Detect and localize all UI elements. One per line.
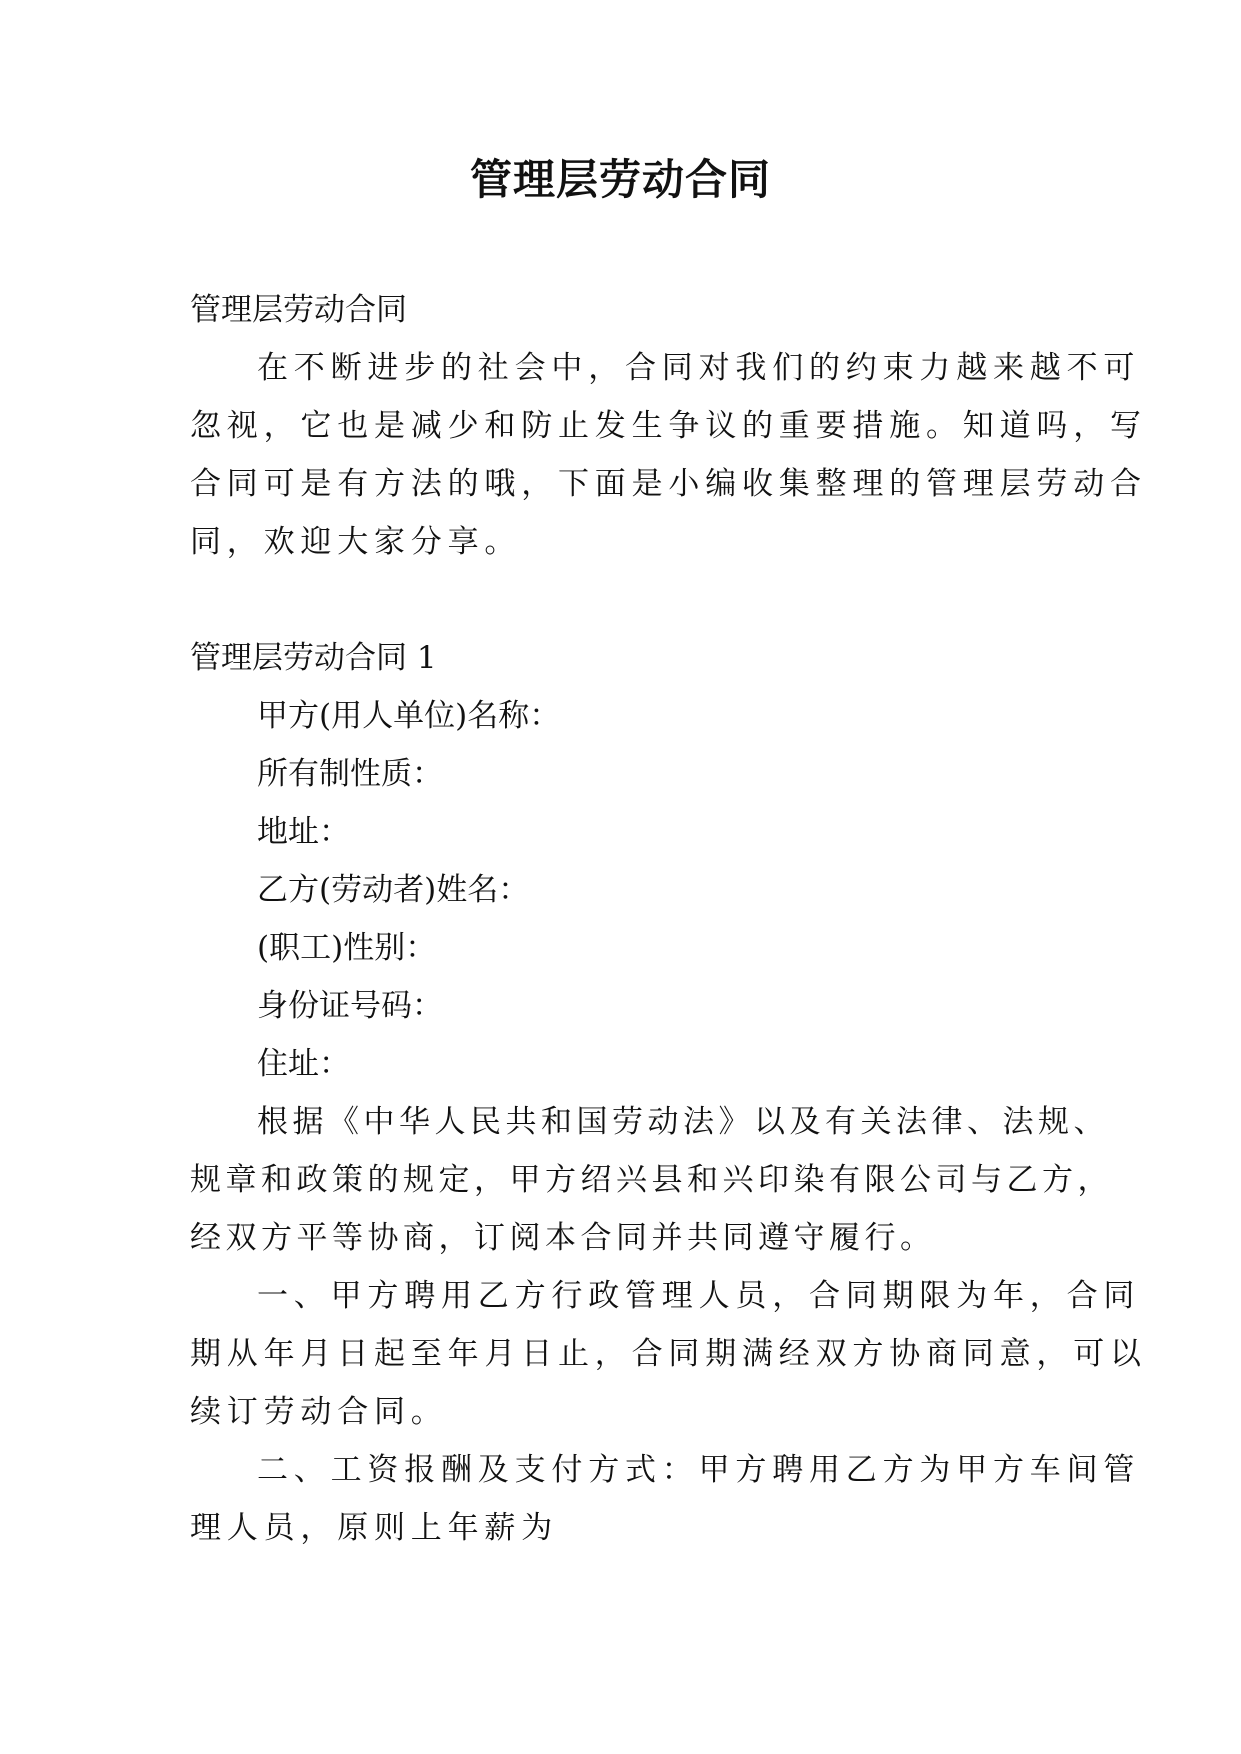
para3-line-2: 理人员，原则上年薪为 <box>190 1510 558 1546</box>
para2-line-3: 续订劳动合同。 <box>190 1394 448 1430</box>
field-employer-name: 甲方(用人单位)名称： <box>257 698 561 734</box>
field-residence: 住址： <box>257 1046 350 1082</box>
para1-line-3: 经双方平等协商，订阅本合同并共同遵守履行。 <box>190 1220 936 1256</box>
para1-line-2: 规章和政策的规定，甲方绍兴县和兴印染有限公司与乙方， <box>190 1162 1113 1198</box>
field-id-number: 身份证号码： <box>257 988 443 1024</box>
intro-line-1: 在不断进步的社会中，合同对我们的约束力越来越不可 <box>257 350 1141 386</box>
para2-line-2: 期从年月日起至年月日止，合同期满经双方协商同意，可以 <box>190 1336 1147 1372</box>
contract-heading: 管理层劳动合同 1 <box>190 640 437 676</box>
page-title: 管理层劳动合同 <box>469 155 771 204</box>
intro-heading: 管理层劳动合同 <box>190 292 407 328</box>
para2-line-1: 一、甲方聘用乙方行政管理人员，合同期限为年，合同 <box>257 1278 1141 1314</box>
field-address: 地址： <box>257 814 350 850</box>
field-gender: (职工)性别： <box>257 930 437 966</box>
field-employee-name: 乙方(劳动者)姓名： <box>257 872 530 908</box>
intro-line-4: 同，欢迎大家分享。 <box>190 524 522 560</box>
para3-line-1: 二、工资报酬及支付方式：甲方聘用乙方为甲方车间管 <box>257 1452 1141 1488</box>
intro-line-3: 合同可是有方法的哦，下面是小编收集整理的管理层劳动合 <box>190 466 1147 502</box>
field-ownership: 所有制性质： <box>257 756 443 792</box>
para1-line-1: 根据《中华人民共和国劳动法》以及有关法律、法规、 <box>257 1104 1109 1140</box>
intro-line-2: 忽视，它也是减少和防止发生争议的重要措施。知道吗，写 <box>190 408 1147 444</box>
